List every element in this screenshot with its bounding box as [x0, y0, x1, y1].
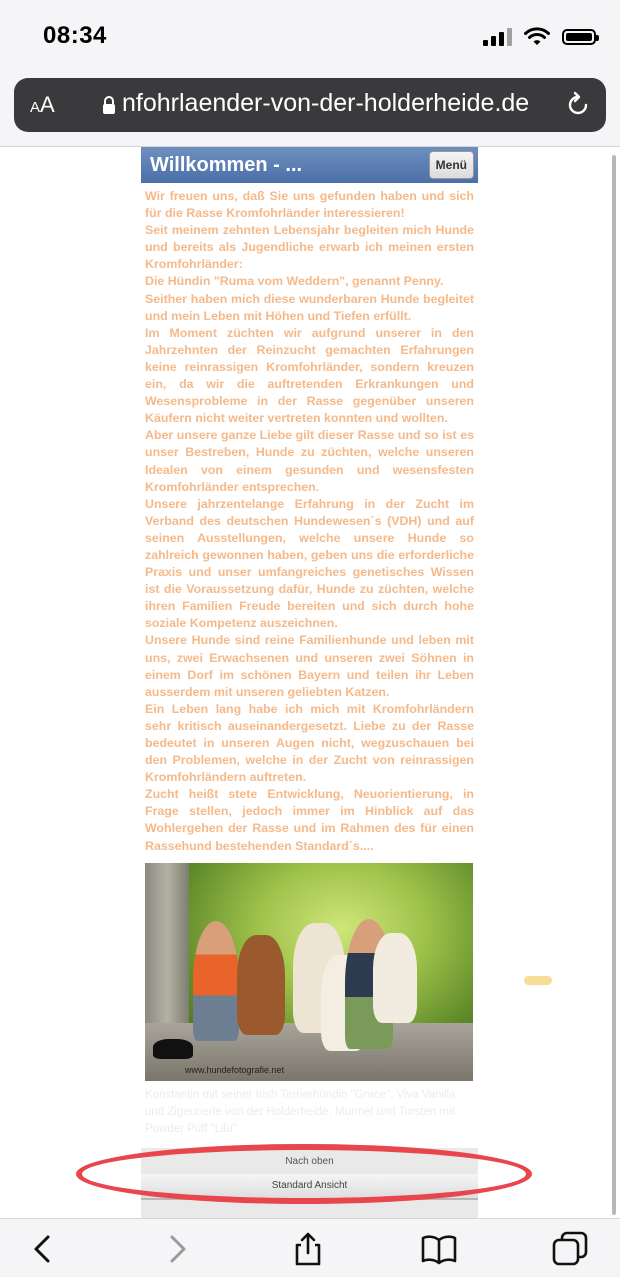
page-title: Willkommen - ... — [150, 153, 303, 176]
reload-icon[interactable] — [564, 91, 592, 119]
paragraph: Aber unsere ganze Liebe gilt dieser Rasse und so ist es unser Bestreben, Hunde zu züchten, welche unseren Idealen von einem gesunden und wesensfesten Kromfohrländer entsprechen. — [145, 428, 474, 494]
family-dogs-photo — [145, 863, 473, 1081]
mobile-page — [141, 147, 478, 1219]
share-icon[interactable] — [290, 1231, 326, 1267]
status-icons — [483, 26, 596, 48]
text-size-button[interactable]: AA — [30, 92, 55, 117]
cellular-signal-icon — [483, 28, 512, 46]
browser-toolbar — [0, 1218, 620, 1277]
annotation-ellipse — [76, 1144, 532, 1204]
web-content[interactable] — [0, 146, 620, 1219]
bookmarks-icon[interactable] — [421, 1231, 457, 1267]
highlight-mark — [524, 976, 552, 985]
black-cat-silhouette — [153, 1039, 193, 1059]
paragraph: Seither haben mich diese wunderbaren Hunde begleitet und mein Leben mit Höhen und Tiefen erfüllt. — [145, 291, 474, 323]
page-header — [141, 147, 478, 183]
status-time: 08:34 — [43, 22, 107, 49]
status-bar — [0, 0, 620, 74]
back-icon[interactable] — [26, 1231, 62, 1267]
url-text[interactable]: nfohrlaender-von-der-holderheide.de — [122, 89, 530, 117]
address-bar[interactable] — [14, 78, 606, 132]
paragraph: Unsere jahrzentelange Erfahrung in der Zucht im Verband des deutschen Hundewesen´s (VDH) und auf seinen Ausstellungen, welche unsere Hunde so zahlreich gewonnen haben, geben uns die erforderliche Praxis und unser umfangreiches genetisches Wissen ist die Voraussetzung dafür, Hunde zu züchten, welche ihren Familien Freude bereiten und sich durch hohe soziale Kompetenz auszeichnen. — [145, 496, 474, 631]
wifi-icon — [524, 27, 550, 47]
paragraph: Unsere Hunde sind reine Familienhunde und leben mit uns, zwei Erwachsenen und unseren zwei Söhnen in einem Dorf im schönen Bayern und teilen ihr Leben ausserdem mit unseren geliebten Katzen. — [145, 633, 474, 699]
paragraph: Zucht heißt stete Entwicklung, Neuorientierung, in Frage stellen, jedoch immer im Hinblick auf das Wohlergehen der Rasse und im Rahmen des für einen Rassehund bestehenden Standard´s.... — [145, 787, 474, 853]
menu-button[interactable]: Menü — [429, 151, 474, 179]
forward-icon[interactable] — [158, 1231, 194, 1267]
photo-caption: Konstantin mit seiner Irish Terrierhündin "Grace", Viva Vanilla und Zigeunerle von der Holderheide, Murmel und Torsten mit Powder Puff "Lilu" — [145, 1088, 456, 1135]
paragraph: Die Hündin "Ruma vom Weddern", genannt Penny. — [145, 274, 444, 289]
back-to-top-link[interactable]: Nach oben — [285, 1155, 334, 1167]
white-dog — [373, 933, 417, 1023]
paragraph: Wir freuen uns, daß Sie uns gefunden haben und sich für die Rasse Kromfohrländer interessieren! — [145, 189, 474, 221]
scrollbar[interactable] — [612, 155, 616, 1215]
photo-watermark: www.hundefotografie.net — [185, 1064, 285, 1075]
battery-icon — [562, 29, 596, 45]
tabs-icon[interactable] — [552, 1231, 588, 1267]
paragraph: Seit meinem zehnten Lebensjahr begleiten mich Hunde und bereits als Jugendliche erwarb ich meinen ersten Kromfohrländer: — [145, 223, 474, 272]
irish-terrier — [237, 935, 285, 1035]
lock-icon — [102, 96, 116, 114]
standard-view-button[interactable]: Standard Ansicht — [141, 1174, 478, 1200]
paragraph: Im Moment züchten wir aufgrund unserer in den Jahrzehnten der Reinzucht gemachten Erfahrungen keine reinrassigen Kromfohrländer, sondern kreuzen ein, da wir die auftretenden Erkrankungen und Wesensprobleme in der Rasse gegenüber unseren Käufern nicht weiter vertreten konnten und wollten. — [145, 325, 474, 426]
paragraph: Ein Leben lang habe ich mich mit Kromfohrländern sehr kritisch auseinandergesetzt. Liebe zu der Rasse bedeutet in unseren Augen nicht, wegzuschauen bei den Problemen, welche in der Zucht von reinrassigen Kromfohrländern auftreten. — [145, 701, 474, 785]
boy-left — [193, 921, 239, 1041]
intro-text — [141, 183, 478, 1138]
